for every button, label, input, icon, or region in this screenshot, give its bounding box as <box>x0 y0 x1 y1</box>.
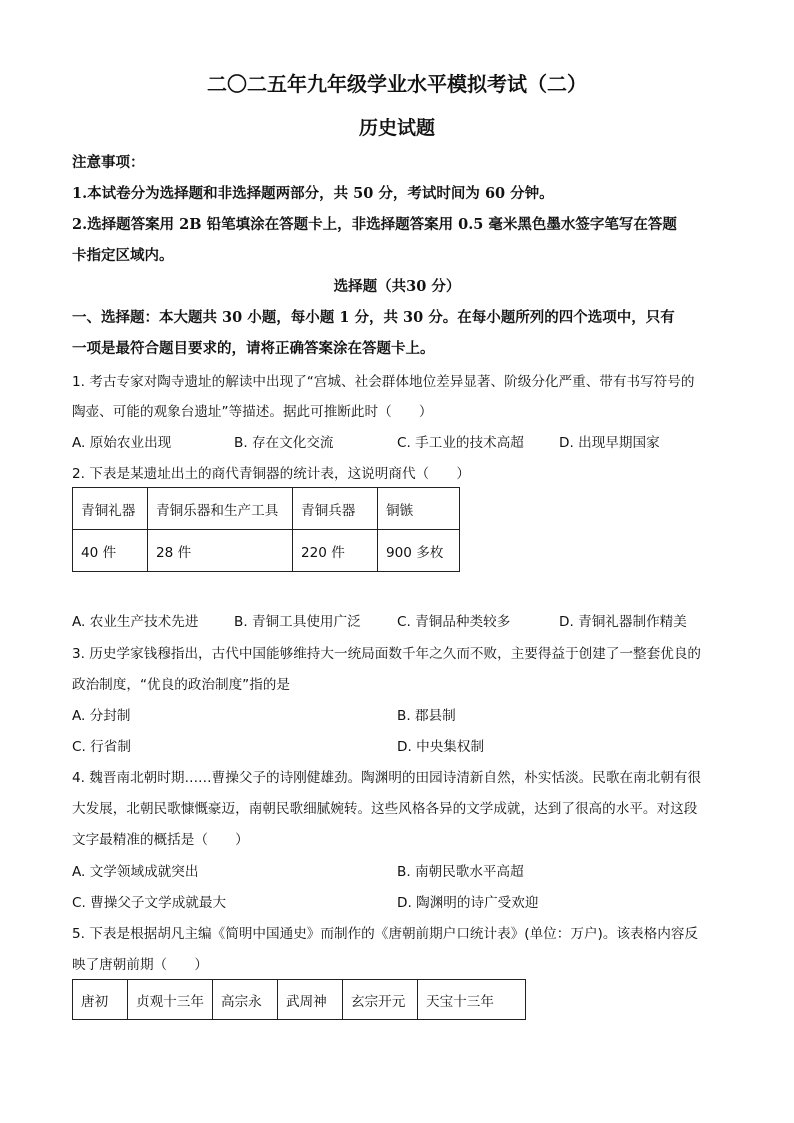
table-value-cell: 28 件 <box>148 530 293 572</box>
table-header-cell: 玄宗开元 <box>343 980 418 1020</box>
table-header-cell: 铜镞 <box>378 488 460 530</box>
question-3-option-b[interactable]: B. 郡县制 <box>397 708 456 724</box>
section-instructions-line-1: 一、选择题：本大题共 30 小题，每小题 1 分，共 30 分。在每小题所列的四个选项中，只有 <box>72 309 675 326</box>
exam-title: 二〇二五年九年级学业水平模拟考试（二） <box>207 72 587 96</box>
question-2-option-a[interactable]: A. 农业生产技术先进 <box>72 614 199 630</box>
question-5-line-1: 5. 下表是根据胡凡主编《简明中国通史》而制作的《唐朝前期户口统计表》(单位：万户)。该表格内容反 <box>72 926 699 942</box>
table-header-cell: 唐初 <box>73 980 128 1020</box>
notes-item-2-line-1: 2.选择题答案用 2B 铅笔填涂在答题卡上，非选择题答案用 0.5 毫米黑色墨水签字笔写在答题 <box>72 216 677 233</box>
question-3-line-1: 3. 历史学家钱穆指出，古代中国能够维持大一统局面数千年之久而不败，主要得益于创建了一整套优良的 <box>72 646 702 662</box>
table-header-cell: 武周神 <box>278 980 343 1020</box>
question-3-option-c[interactable]: C. 行省制 <box>72 739 131 755</box>
question-2-option-b[interactable]: B. 青铜工具使用广泛 <box>234 614 361 630</box>
question-5-line-2: 映了唐朝前期（ ） <box>72 957 208 973</box>
notes-heading: 注意事项： <box>72 154 145 171</box>
table-header-cell: 高宗永 <box>213 980 278 1020</box>
table-header-cell: 青铜礼器 <box>73 488 148 530</box>
notes-item-2-line-2: 卡指定区域内。 <box>72 247 174 264</box>
section-heading: 选择题（共30 分） <box>333 278 461 295</box>
question-4-option-a[interactable]: A. 文学领域成就突出 <box>72 864 199 880</box>
question-4-line-2: 大发展，北朝民歌慷慨豪迈，南朝民歌细腻婉转。这些风格各异的文学成就，达到了很高的水平。对这段 <box>72 801 698 817</box>
table-value-cell: 40 件 <box>73 530 148 572</box>
question-3-option-d[interactable]: D. 中央集权制 <box>397 739 485 755</box>
question-2-option-d[interactable]: D. 青铜礼器制作精美 <box>559 614 687 630</box>
question-4-line-3: 文字最精准的概括是（ ） <box>72 832 249 848</box>
question-4-option-b[interactable]: B. 南朝民歌水平高超 <box>397 864 524 880</box>
table-header-cell: 贞观十三年 <box>128 980 213 1020</box>
section-instructions-line-2: 一项是最符合题目要求的，请将正确答案涂在答题卡上。 <box>72 340 435 357</box>
question-4-option-d[interactable]: D. 陶渊明的诗广受欢迎 <box>397 895 539 911</box>
question-3-line-2: 政治制度，“优良的政治制度”指的是 <box>72 677 290 693</box>
table-header-cell: 青铜乐器和生产工具 <box>148 488 293 530</box>
question-1-line-2: 陶壶、可能的观象台遗址”等描述。据此可推断此时（ ） <box>72 404 433 420</box>
question-4-option-c[interactable]: C. 曹操父子文学成就最大 <box>72 895 227 911</box>
question-1-option-d[interactable]: D. 出现早期国家 <box>559 435 660 451</box>
question-2-line-1: 2. 下表是某遗址出土的商代青铜器的统计表，这说明商代（ ） <box>72 466 470 482</box>
question-4-line-1: 4. 魏晋南北朝时期……曹操父子的诗刚健雄劲。陶渊明的田园诗清新自然，朴实恬淡。民歌在南北朝有很 <box>72 770 702 786</box>
table-value-cell: 900 多枚 <box>378 530 460 572</box>
exam-subtitle: 历史试题 <box>358 117 435 139</box>
question-1-option-a[interactable]: A. 原始农业出现 <box>72 435 172 451</box>
table-header-cell: 天宝十三年 <box>418 980 526 1020</box>
table-header-cell: 青铜兵器 <box>293 488 378 530</box>
table-value-cell: 220 件 <box>293 530 378 572</box>
question-5-table <box>72 979 526 1020</box>
question-1-option-b[interactable]: B. 存在文化交流 <box>234 435 334 451</box>
question-2-table <box>72 487 460 572</box>
question-3-option-a[interactable]: A. 分封制 <box>72 708 131 724</box>
question-2-option-c[interactable]: C. 青铜品种类较多 <box>397 614 511 630</box>
notes-item-1: 1.本试卷分为选择题和非选择题两部分，共 50 分，考试时间为 60 分钟。 <box>72 185 554 202</box>
question-1-line-1: 1. 考古专家对陶寺遗址的解读中出现了“宫城、社会群体地位差异显著、阶级分化严重、带有书写符号的 <box>72 374 695 390</box>
question-1-option-c[interactable]: C. 手工业的技术高超 <box>397 435 524 451</box>
